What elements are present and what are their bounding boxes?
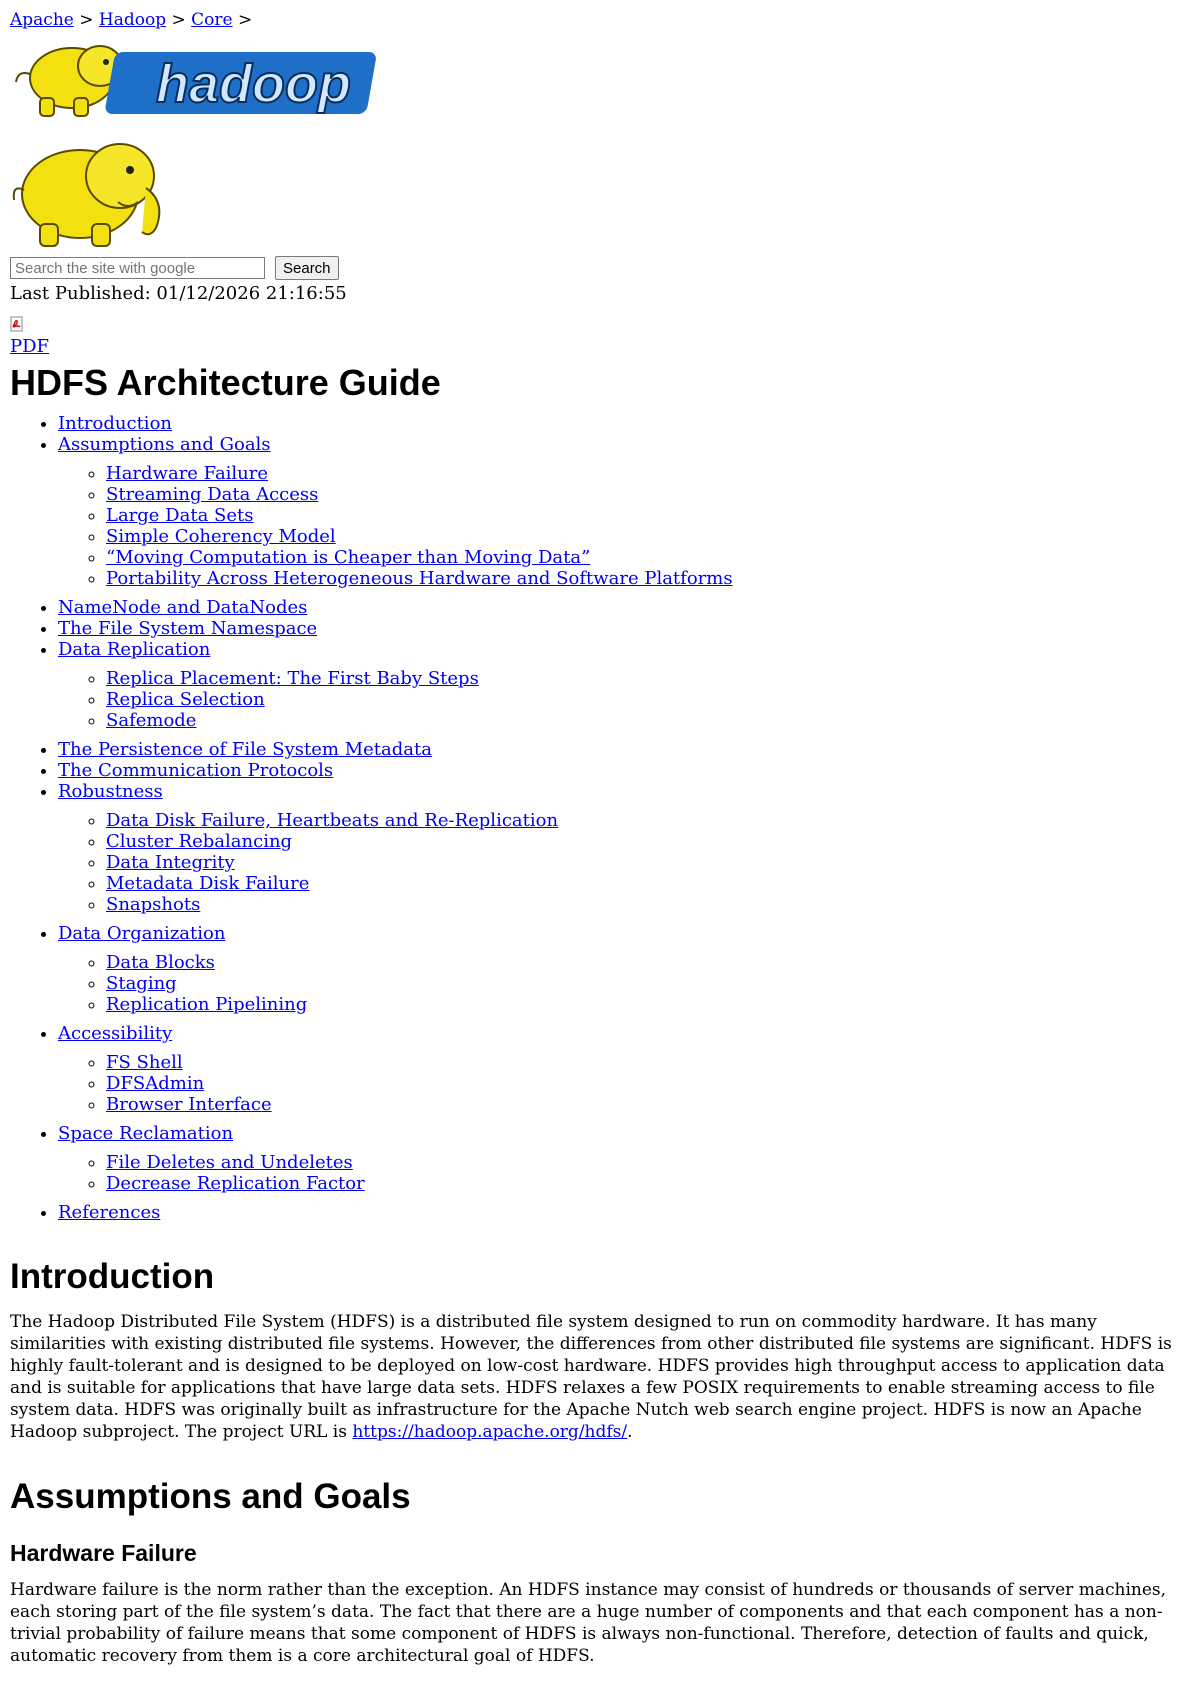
introduction-text-end: . — [627, 1422, 633, 1442]
toc-item — [58, 1202, 1190, 1223]
toc-item — [58, 760, 1190, 781]
toc-link-replication-pipelining[interactable]: Replication Pipelining — [106, 994, 308, 1015]
introduction-paragraph — [10, 1311, 1188, 1443]
pdf-link-block — [10, 316, 1190, 357]
toc-link-snapshots[interactable]: Snapshots — [106, 894, 201, 915]
toc-subitem — [106, 568, 1190, 589]
toc-link-namenode-and-datanodes[interactable]: NameNode and DataNodes — [58, 597, 308, 618]
toc-link-space-reclamation[interactable]: Space Reclamation — [58, 1123, 234, 1144]
toc-item — [58, 618, 1190, 639]
toc-sublist — [58, 952, 1190, 1015]
toc-link-assumptions-and-goals[interactable]: Assumptions and Goals — [58, 434, 271, 455]
section-heading-assumptions: Assumptions and Goals — [10, 1477, 411, 1516]
toc-subitem — [106, 689, 1190, 710]
toc-subitem — [106, 463, 1190, 484]
search-button[interactable]: Search — [275, 256, 339, 280]
toc-item — [58, 781, 1190, 915]
toc-link-cluster-rebalancing[interactable]: Cluster Rebalancing — [106, 831, 293, 852]
toc-link-communication-protocols[interactable]: The Communication Protocols — [58, 760, 334, 781]
search-input[interactable] — [10, 257, 265, 279]
breadcrumb-separator: > — [238, 10, 253, 30]
project-logo[interactable] — [10, 132, 180, 250]
toc-link-data-disk-failure[interactable]: Data Disk Failure, Heartbeats and Re-Replication — [106, 810, 559, 831]
toc-item — [58, 1123, 1190, 1194]
pdf-icon[interactable] — [10, 316, 24, 332]
toc-link-references[interactable]: References — [58, 1202, 161, 1223]
section-heading-introduction: Introduction — [10, 1257, 215, 1296]
breadcrumb — [10, 8, 1190, 32]
toc-link-data-organization[interactable]: Data Organization — [58, 923, 226, 944]
toc-link-robustness[interactable]: Robustness — [58, 781, 163, 802]
toc-item — [58, 597, 1190, 618]
toc-subitem — [106, 994, 1190, 1015]
breadcrumb-link-apache[interactable]: Apache — [10, 10, 74, 30]
toc-link-portability[interactable]: Portability Across Heterogeneous Hardware and Software Platforms — [106, 568, 733, 589]
toc-item — [58, 413, 1190, 434]
toc-link-data-blocks[interactable]: Data Blocks — [106, 952, 215, 973]
toc-sublist — [58, 463, 1190, 589]
toc-link-metadata-disk-failure[interactable]: Metadata Disk Failure — [106, 873, 310, 894]
pdf-link[interactable]: PDF — [10, 336, 50, 357]
hadoop-logo-image — [10, 36, 390, 124]
page-title: HDFS Architecture Guide — [10, 362, 441, 403]
toc-link-decrease-replication[interactable]: Decrease Replication Factor — [106, 1173, 365, 1194]
toc-subitem — [106, 1052, 1190, 1073]
toc-item — [58, 1023, 1190, 1115]
toc-subitem — [106, 831, 1190, 852]
toc-sublist — [58, 668, 1190, 731]
toc-link-streaming-data-access[interactable]: Streaming Data Access — [106, 484, 319, 505]
toc-link-fs-shell[interactable]: FS Shell — [106, 1052, 183, 1073]
toc-subitem — [106, 973, 1190, 994]
toc-subitem — [106, 710, 1190, 731]
toc-link-hardware-failure[interactable]: Hardware Failure — [106, 463, 269, 484]
toc-item — [58, 434, 1190, 589]
toc-link-replica-selection[interactable]: Replica Selection — [106, 689, 265, 710]
toc-link-large-data-sets[interactable]: Large Data Sets — [106, 505, 254, 526]
toc-link-persistence-metadata[interactable]: The Persistence of File System Metadata — [58, 739, 432, 760]
toc-sublist — [58, 1152, 1190, 1194]
toc-subitem — [106, 668, 1190, 689]
breadcrumb-separator: > — [79, 10, 94, 30]
breadcrumb-link-hadoop[interactable]: Hadoop — [98, 10, 167, 30]
toc-subitem — [106, 1094, 1190, 1115]
toc-subitem — [106, 852, 1190, 873]
toc-subitem — [106, 526, 1190, 547]
toc-subitem — [106, 484, 1190, 505]
toc-link-data-replication[interactable]: Data Replication — [58, 639, 211, 660]
breadcrumb-link-core[interactable]: Core — [191, 10, 233, 30]
page — [10, 0, 1190, 1667]
toc-sublist — [58, 810, 1190, 915]
last-published: Last Published: 01/12/2026 21:16:55 — [10, 283, 347, 304]
toc-link-browser-interface[interactable]: Browser Interface — [106, 1094, 272, 1115]
toc-subitem — [106, 547, 1190, 568]
toc-link-file-system-namespace[interactable]: The File System Namespace — [58, 618, 318, 639]
toc-subitem — [106, 894, 1190, 915]
search-form — [10, 254, 1190, 282]
toc-link-simple-coherency-model[interactable]: Simple Coherency Model — [106, 526, 336, 547]
toc-link-introduction[interactable]: Introduction — [58, 413, 172, 434]
elephant-icon — [10, 132, 180, 250]
hadoop-wordmark — [104, 52, 377, 114]
toc-subitem — [106, 873, 1190, 894]
toc-subitem — [106, 1173, 1190, 1194]
toc-link-accessibility[interactable]: Accessibility — [58, 1023, 173, 1044]
project-url-link[interactable]: https://hadoop.apache.org/hdfs/ — [352, 1422, 628, 1442]
toc-link-replica-placement[interactable]: Replica Placement: The First Baby Steps — [106, 668, 479, 689]
table-of-contents — [10, 413, 1190, 1223]
toc-link-dfsadmin[interactable]: DFSAdmin — [106, 1073, 205, 1094]
hadoop-logo[interactable] — [10, 36, 390, 124]
toc-subitem — [106, 810, 1190, 831]
toc-link-data-integrity[interactable]: Data Integrity — [106, 852, 235, 873]
toc-item — [58, 639, 1190, 731]
toc-sublist — [58, 1052, 1190, 1115]
subsection-heading-hardware-failure: Hardware Failure — [10, 1540, 197, 1566]
toc-link-safemode[interactable]: Safemode — [106, 710, 197, 731]
svg-text:hadoop: hadoop — [156, 54, 351, 114]
toc-item — [58, 739, 1190, 760]
toc-link-staging[interactable]: Staging — [106, 973, 177, 994]
toc-item — [58, 923, 1190, 1015]
toc-subitem — [106, 1073, 1190, 1094]
toc-link-moving-computation[interactable]: “Moving Computation is Cheaper than Moving Data” — [106, 547, 591, 568]
toc-link-file-deletes[interactable]: File Deletes and Undeletes — [106, 1152, 353, 1173]
toc-subitem — [106, 952, 1190, 973]
hardware-failure-paragraph: Hardware failure is the norm rather than the exception. An HDFS instance may consist of hundreds or thousands of server machines, each storing part of the file system’s data. The fact that there are a huge number of components and that each component has a non-trivial probability of failure means that some component of HDFS is always non-functional. Therefore, detection of faults and quick, automatic recovery from them is a core architectural goal of HDFS. — [10, 1580, 1167, 1666]
breadcrumb-separator: > — [171, 10, 186, 30]
toc-subitem — [106, 1152, 1190, 1173]
introduction-text: The Hadoop Distributed File System (HDFS) is a distributed file system designed to run on commodity hardware. It has many similarities with existing distributed file systems. However, the differences from other distributed file systems are significant. HDFS is highly fault-tolerant and is designed to be deployed on low-cost hardware. HDFS provides high throughput access to application data and is suitable for applications that have large data sets. HDFS relaxes a few POSIX requirements to enable streaming access to file system data. HDFS was originally built as infrastructure for the Apache Nutch web search engine project. HDFS is now an Apache Hadoop subproject. The project URL is — [10, 1312, 1172, 1442]
toc-subitem — [106, 505, 1190, 526]
